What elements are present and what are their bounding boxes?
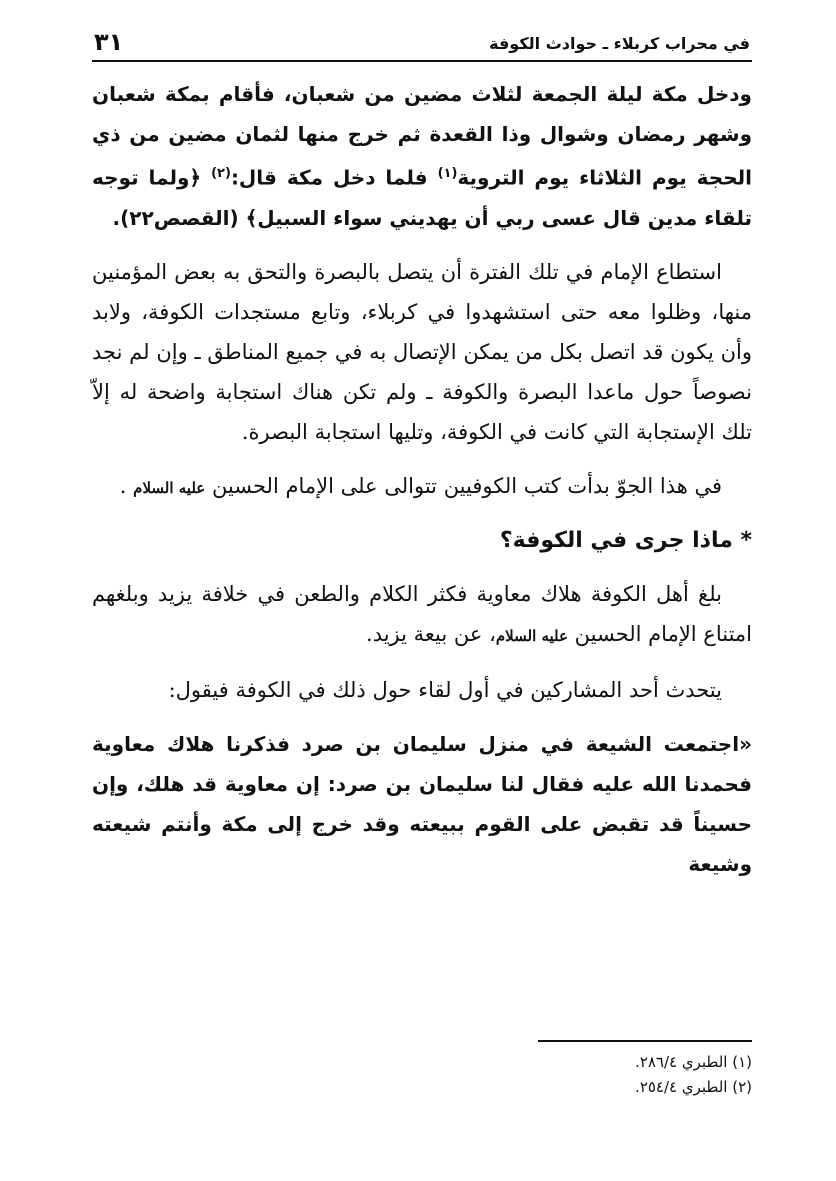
- paragraph-6-quote: «اجتمعت الشيعة في منزل سليمان بن صرد فذكرنا هلاك معاوية فحمدنا الله عليه فقال لنا سليمان بن صرد: إن معاوية قد هلك، وإن حسيناً قد تقبض على القوم ببيعته وقد خرج إلى مكة وأنتم شيعته وشيعة: [92, 731, 752, 876]
- paragraph-3: [92, 466, 752, 508]
- paragraph-1-text-b: فلما دخل مكة قال:: [230, 165, 438, 190]
- footnote-divider: [538, 1040, 752, 1042]
- footnote-ref-1: (١): [437, 166, 458, 181]
- running-title: في محراب كربلاء ـ حوادث الكوفة: [489, 34, 750, 53]
- paragraph-1-text-c: ﴿ولما توجه تلقاء مدين قال عسى ربي أن يهديني سواء السبيل﴾ (القصص٢٢).: [92, 165, 752, 230]
- section-heading: * ماذا جرى في الكوفة؟: [499, 527, 752, 553]
- honorific: عليه السلام: [133, 478, 206, 497]
- main-text: [92, 74, 752, 898]
- page-number: ٣١: [94, 28, 124, 56]
- paragraph-5: يتحدث أحد المشاركين في أول لقاء حول ذلك في الكوفة فيقول:: [168, 677, 722, 702]
- footnote-ref-2: (٢): [211, 166, 231, 181]
- page-header: [92, 26, 752, 62]
- paragraph-4-text-b: ، عن بيعة يزيد.: [366, 621, 496, 646]
- footnote-1: (١) الطبري ٢٨٦/٤.: [635, 1053, 752, 1071]
- paragraph-1: [92, 74, 752, 238]
- paragraph-4-text-a: بلغ أهل الكوفة هلاك معاوية فكثر الكلام والطعن في خلافة يزيد وبلغهم امتناع الإمام الحسين: [92, 581, 752, 646]
- footnotes: [92, 1040, 752, 1100]
- paragraph-2: استطاع الإمام في تلك الفترة أن يتصل بالبصرة والتحق به بعض المؤمنين منها، وظلوا معه حتى استشهدوا في كربلاء، وتابع مستجدات الكوفة، ولابد وأن يكون قد اتصل بكل من يمكن الإتصال به في جميع المناطق ـ وإن لم نجد نصوصاً حول ماعدا البصرة والكوفة ـ ولم تكن هناك استجابة واضحة له إلاّ تلك الإستجابة التي كانت في الكوفة، وتليها استجابة البصرة.: [92, 259, 752, 444]
- paragraph-1-text-a: ودخل مكة ليلة الجمعة لثلاث مضين من شعبان، فأقام بمكة شعبان وشهر رمضان وشوال وذا القعدة ثم خرج منها لثمان مضين من ذي الحجة يوم الثلاثاء يوم التروية: [92, 82, 752, 190]
- honorific: عليه السلام: [495, 626, 568, 645]
- footnote-2: (٢) الطبري ٢٥٤/٤.: [635, 1078, 752, 1096]
- paragraph-3-text-a: في هذا الجوّ بدأت كتب الكوفيين تتوالى على الإمام الحسين: [211, 473, 722, 498]
- paragraph-3-text-b: .: [119, 473, 127, 498]
- paragraph-4: [92, 574, 752, 656]
